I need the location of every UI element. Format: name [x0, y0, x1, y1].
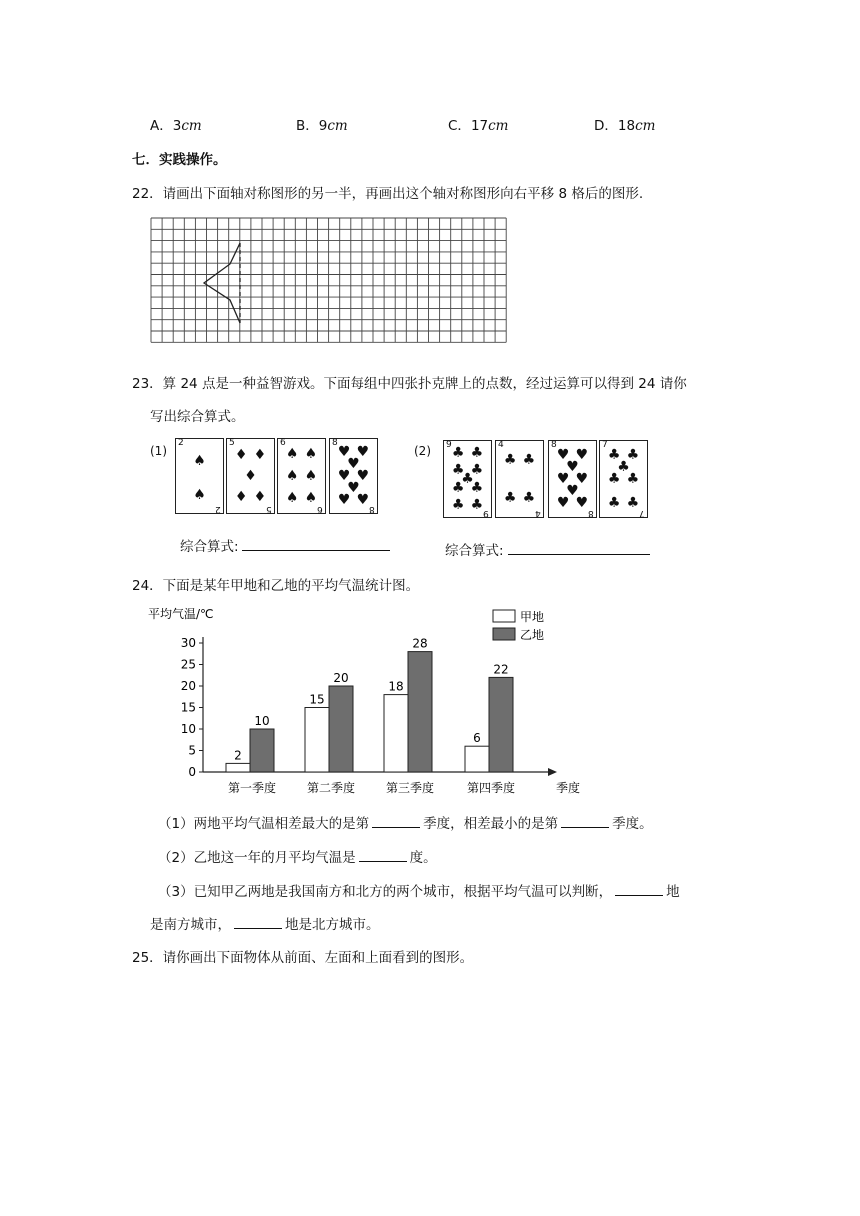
card-suit-pip: ♣	[470, 496, 484, 513]
answer-blank[interactable]	[359, 849, 407, 862]
y-axis-label: 平均气温/℃	[148, 607, 214, 621]
bar	[408, 652, 432, 772]
card-suit-pip: ♣	[626, 495, 640, 512]
option-d: D．18cm	[594, 118, 656, 134]
card-suit-pip: ♠	[193, 453, 206, 470]
playing-card	[175, 438, 224, 514]
bar-value-label: 15	[309, 692, 325, 707]
question-23-line2: 写出综合算式。	[150, 409, 245, 425]
legend-label: 甲地	[520, 610, 545, 624]
card-suit-pip: ♣	[470, 445, 484, 462]
card-rank: 6	[317, 504, 323, 514]
formula-label-2: 综合算式:	[445, 543, 504, 559]
card-suit-pip: ♣	[461, 471, 474, 487]
card-rank: 2	[178, 438, 184, 448]
card-suit-pip: ♥	[356, 444, 370, 461]
legend-swatch	[493, 628, 515, 640]
bar	[329, 686, 353, 772]
playing-card	[495, 440, 544, 518]
bar-value-label: 6	[473, 731, 481, 746]
card-rank: 9	[446, 440, 452, 450]
question-24-sub3: （3）已知甲乙两地是我国南方和北方的两个城市，根据平均气温可以判断， 地	[158, 884, 680, 900]
card-rank: 4	[535, 508, 541, 518]
x-tick-label: 第二季度	[306, 781, 356, 795]
card-suit-pip: ♥	[337, 444, 351, 461]
card-rank: 6	[280, 438, 286, 448]
temperature-bar-chart	[148, 600, 588, 800]
answer-blank[interactable]	[615, 883, 663, 896]
card-suit-pip: ♣	[503, 490, 517, 506]
bar	[465, 746, 489, 772]
bar-value-label: 2	[234, 748, 242, 763]
option-b: B．9cm	[296, 118, 348, 134]
question-24-sub1: （1）两地平均气温相差最大的是第 季度，相差最小的是第 季度。	[158, 816, 653, 832]
card-rank: 8	[551, 440, 557, 450]
group2-label: (2)	[414, 444, 431, 458]
card-rank: 5	[266, 504, 272, 514]
card-rank: 5	[229, 438, 235, 448]
x-tick-label: 第四季度	[466, 781, 516, 795]
option-a: A．3cm	[150, 118, 202, 134]
card-suit-pip: ♥	[347, 456, 360, 473]
card-suit-pip: ♣	[470, 461, 484, 478]
card-suit-pip: ♥	[575, 446, 589, 463]
card-suit-pip: ♦	[244, 468, 257, 484]
card-rank: 8	[369, 504, 375, 514]
card-suit-pip: ♥	[337, 491, 351, 508]
card-rank: 9	[483, 508, 489, 518]
playing-card	[443, 440, 492, 518]
group1-label: (1)	[150, 444, 167, 458]
card-suit-pip: ♥	[356, 491, 370, 508]
bar-value-label: 18	[388, 679, 404, 694]
bar-value-label: 22	[493, 662, 509, 677]
bar-value-label: 28	[412, 636, 428, 651]
y-tick-label: 25	[180, 657, 196, 672]
y-tick-label: 20	[180, 679, 196, 693]
card-suit-pip: ♥	[356, 468, 370, 484]
card-rank: 7	[602, 440, 608, 450]
card-suit-pip: ♠	[193, 486, 206, 503]
x-axis-label: 季度	[556, 781, 581, 795]
playing-card	[599, 440, 648, 518]
card-suit-pip: ♣	[451, 496, 465, 513]
y-tick-label: 10	[180, 722, 196, 736]
card-suit-pip: ♥	[337, 468, 351, 484]
y-tick-label: 5	[188, 743, 196, 758]
answer-blank[interactable]	[372, 815, 420, 828]
card-suit-pip: ♠	[304, 468, 318, 484]
card-suit-pip: ♥	[575, 495, 589, 512]
y-tick-label: 30	[180, 636, 196, 650]
card-suit-pip: ♥	[556, 446, 570, 463]
card-suit-pip: ♦	[234, 447, 248, 464]
bar	[489, 677, 513, 772]
card-suit-pip: ♠	[285, 468, 299, 484]
bar	[226, 763, 250, 772]
playing-card	[277, 438, 326, 514]
card-suit-pip: ♥	[575, 471, 589, 487]
card-rank: 8	[332, 438, 338, 448]
question-25: 25．请你画出下面物体从前面、左面和上面看到的图形。	[132, 950, 474, 966]
card-suit-pip: ♣	[607, 495, 621, 512]
legend-swatch	[493, 610, 515, 622]
card-suit-pip: ♠	[285, 490, 299, 507]
card-suit-pip: ♣	[626, 446, 640, 463]
card-suit-pip: ♣	[503, 452, 517, 468]
bar	[250, 729, 274, 772]
card-rank: 8	[588, 508, 594, 518]
section-title: 七．实践操作。	[132, 152, 227, 168]
card-suit-pip: ♣	[522, 452, 536, 468]
bar	[384, 695, 408, 772]
card-suit-pip: ♣	[522, 490, 536, 506]
bar-value-label: 20	[333, 671, 349, 685]
card-rank: 4	[498, 440, 504, 450]
card-suit-pip: ♣	[617, 458, 630, 475]
answer-blank[interactable]	[234, 916, 282, 929]
y-tick-label: 15	[180, 700, 196, 715]
question-23-line1: 23．算 24 点是一种益智游戏。下面每组中四张扑克牌上的点数，经过运算可以得到 24 请你	[132, 376, 687, 392]
card-suit-pip: ♥	[347, 479, 360, 496]
card-suit-pip: ♣	[451, 445, 465, 462]
legend-label: 乙地	[520, 628, 545, 642]
answer-blank[interactable]	[561, 815, 609, 828]
grid-figure	[148, 215, 508, 351]
card-suit-pip: ♥	[556, 471, 570, 487]
bar	[305, 708, 329, 773]
playing-card	[226, 438, 275, 514]
card-suit-pip: ♦	[253, 447, 267, 464]
formula-answer-line-1[interactable]	[242, 550, 390, 551]
question-24-sub3-cont: 是南方城市， 地是北方城市。	[150, 917, 380, 933]
card-suit-pip: ♣	[607, 446, 621, 463]
bar-value-label: 10	[254, 714, 270, 728]
card-suit-pip: ♣	[470, 480, 484, 497]
card-rank: 7	[639, 508, 645, 518]
x-tick-label: 第一季度	[227, 781, 277, 795]
card-suit-pip: ♥	[556, 495, 570, 512]
card-suit-pip: ♥	[566, 483, 579, 500]
card-suit-pip: ♣	[626, 471, 640, 487]
x-tick-label: 第三季度	[385, 781, 435, 795]
card-suit-pip: ♠	[304, 490, 318, 507]
question-24-sub2: （2）乙地这一年的月平均气温是 度。	[158, 850, 437, 866]
card-suit-pip: ♦	[253, 488, 267, 505]
formula-answer-line-2[interactable]	[508, 554, 650, 555]
card-suit-pip: ♣	[451, 461, 465, 478]
question-22: 22．请画出下面轴对称图形的另一半，再画出这个轴对称图形向右平移 8 格后的图形.	[132, 186, 644, 202]
option-c: C．17cm	[448, 118, 509, 134]
y-tick-label: 0	[188, 765, 196, 779]
formula-label-1: 综合算式:	[180, 539, 239, 555]
x-axis-arrow	[548, 768, 557, 776]
card-suit-pip: ♠	[304, 445, 318, 462]
playing-card	[329, 438, 378, 514]
card-suit-pip: ♠	[285, 445, 299, 462]
card-rank: 2	[215, 504, 221, 514]
card-suit-pip: ♦	[234, 488, 248, 505]
question-24: 24．下面是某年甲地和乙地的平均气温统计图。	[132, 578, 420, 594]
playing-card	[548, 440, 597, 518]
card-suit-pip: ♣	[451, 480, 465, 497]
card-suit-pip: ♣	[607, 471, 621, 487]
card-suit-pip: ♥	[566, 458, 579, 475]
